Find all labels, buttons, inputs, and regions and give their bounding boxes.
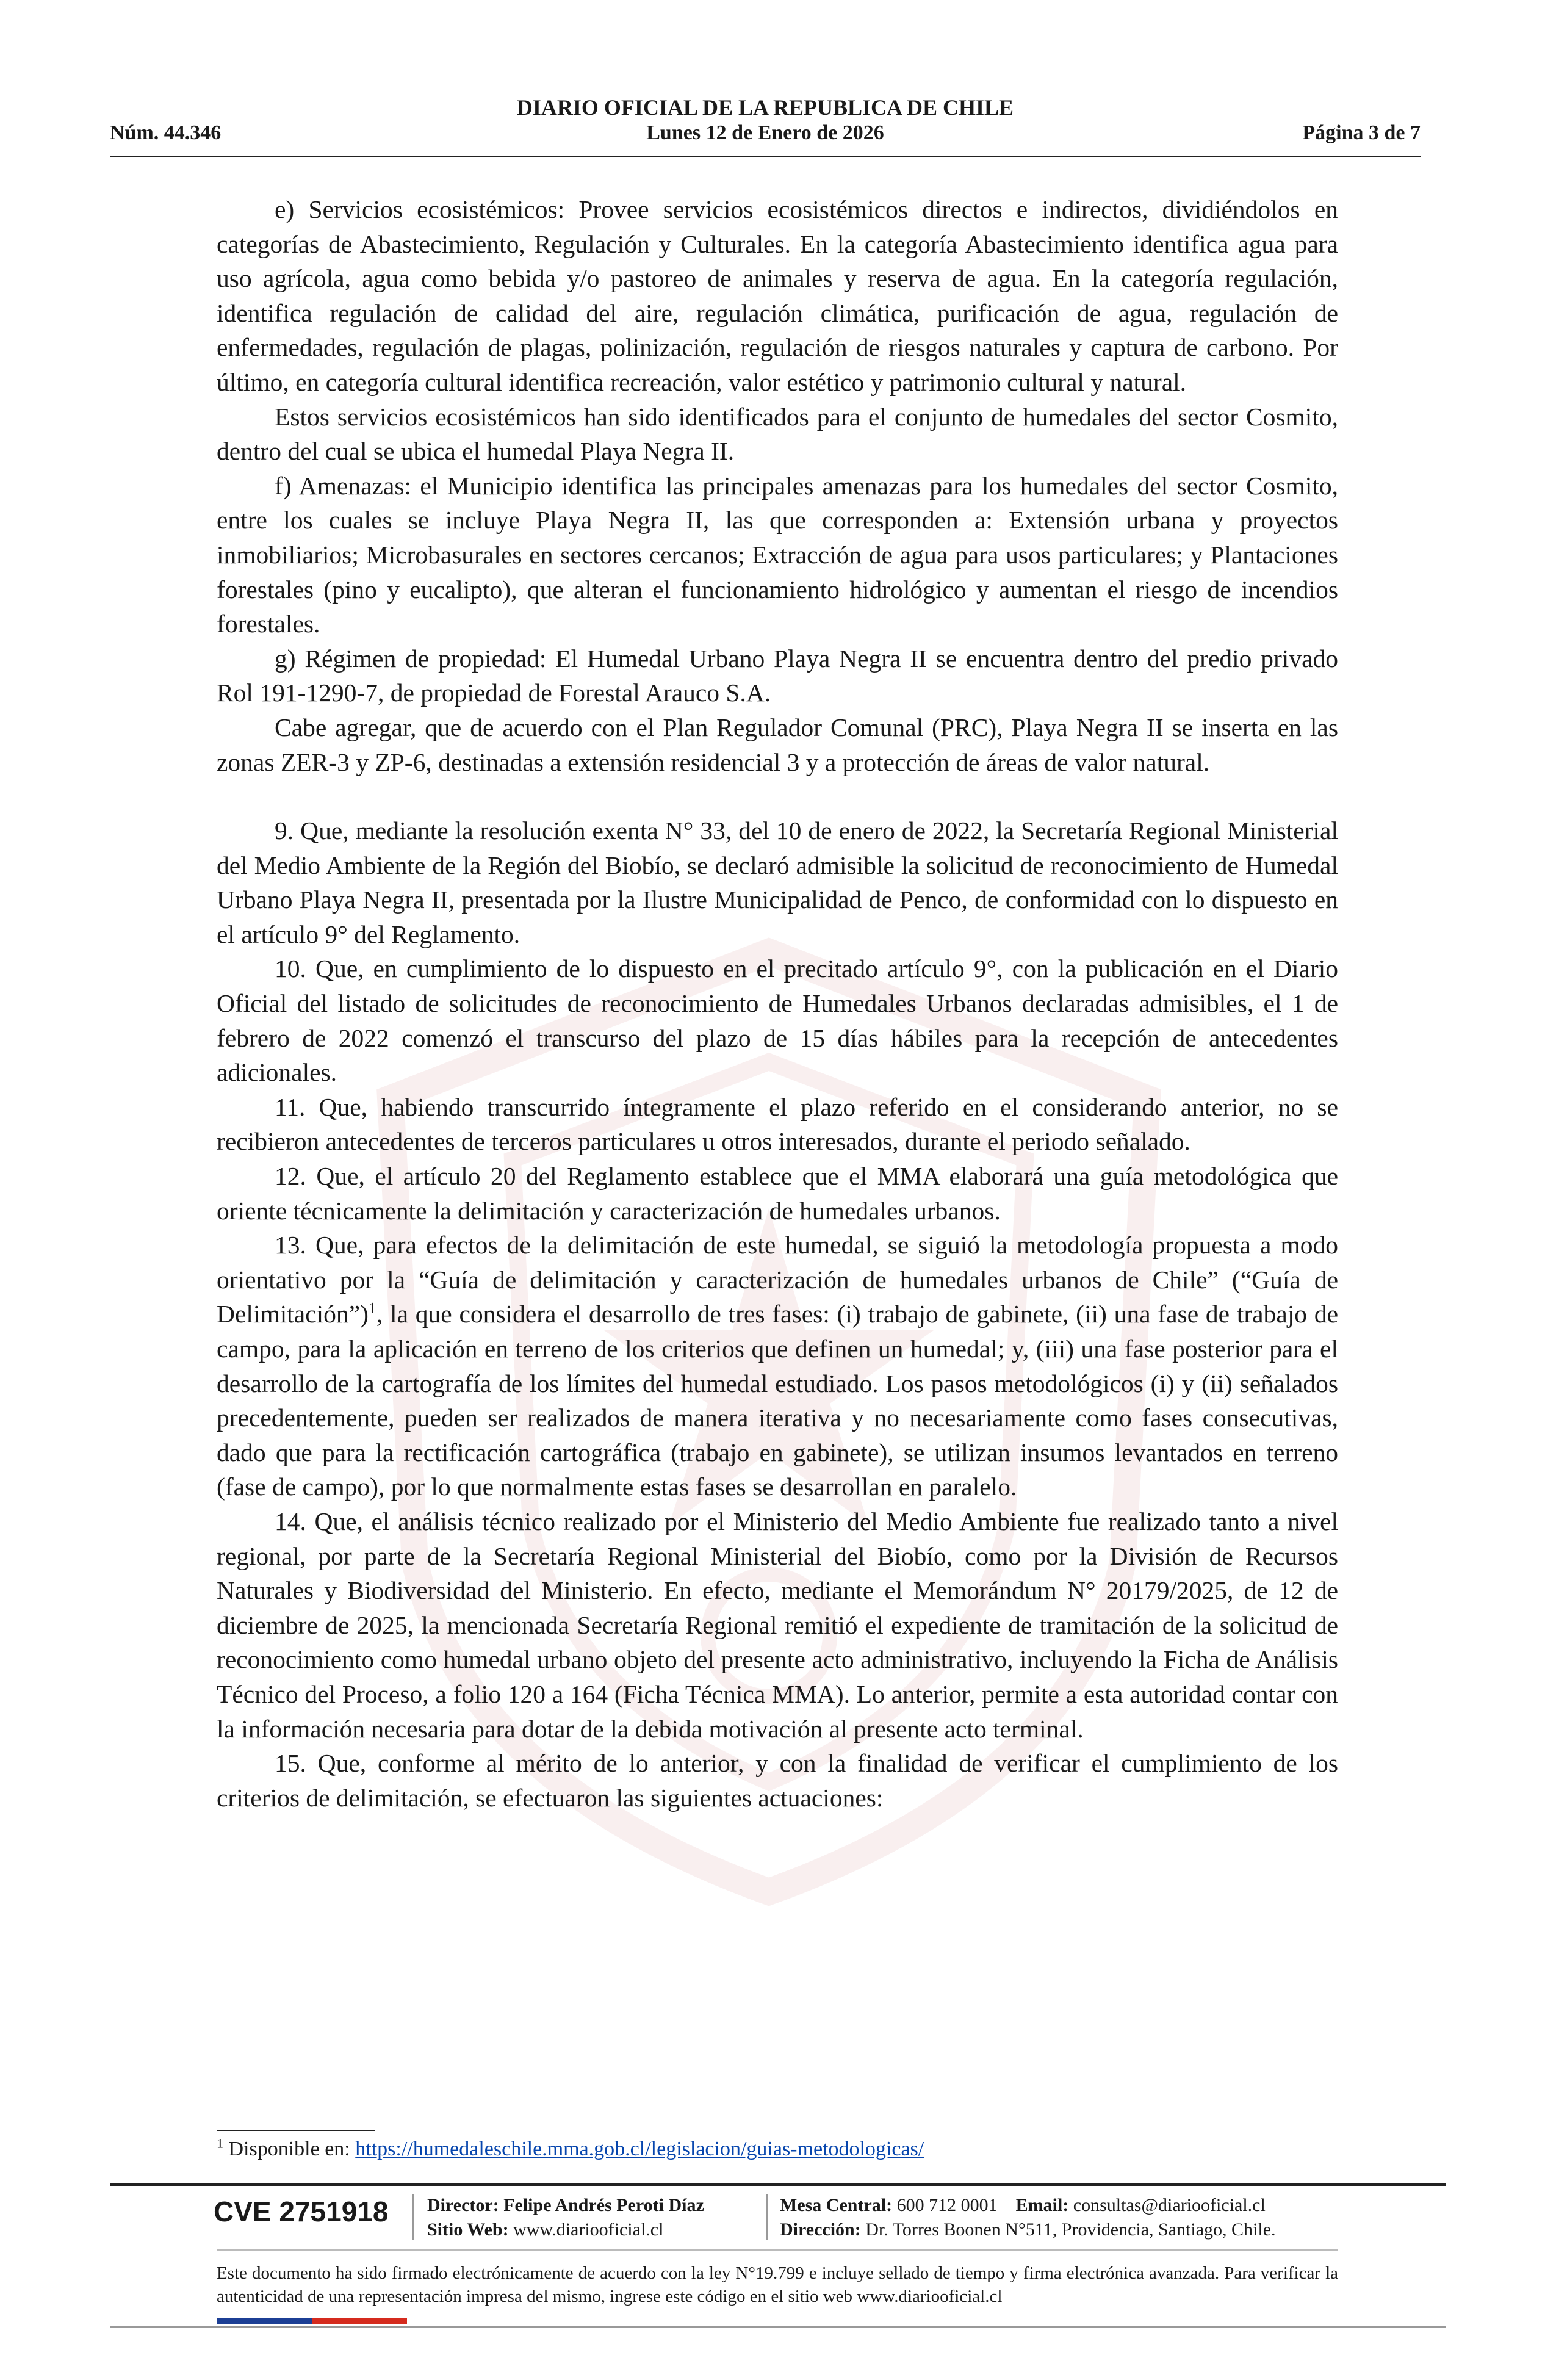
paragraph-13-text-a: 13. Que, para efectos de la delimitación de este humedal, se siguió la metodología propuesta a modo orientativo por la “Guía de delimitación y caracterización de humedales urbanos de Chile” (“Guía de Delimitación”) [217, 1231, 1338, 1329]
director-label: Director: [427, 2195, 499, 2215]
footnote-reference[interactable]: 1 [368, 1299, 376, 1318]
footnote-label: Disponible en: [228, 2138, 350, 2160]
website-label: Sitio Web: [427, 2220, 509, 2240]
footnote-divider [217, 2130, 375, 2131]
flag-blue-segment [217, 2318, 312, 2324]
paragraph-servicios: e) Servicios ecosistémicos: Provee servicios ecosistémicos directos e indirectos, dividiéndolos en categorías de Abastecimiento, Regulación y Culturales. En la categoría Abastecimiento identifica agua para uso agrícola, agua como bebida y/o pastoreo de animales y reserva de agua. En la categoría regulación, identifica regulación de calidad del aire, regulación climática, purificación de agua, regulación de enfermedades, regulación de plagas, polinización, regulación de riesgos naturales y captura de carbono. Por último, en categoría cultural identifica recreación, valor estético y patrimonio cultural y natural. [217, 195, 1338, 396]
issue-number: Núm. 44.346 [110, 121, 222, 144]
paragraph-10: 10. Que, en cumplimiento de lo dispuesto en el precitado artículo 9°, con la publicación en el Diario Oficial del listado de solicitudes de reconocimiento de Humedales Urbanos declaradas admisibles, el 1 de febrero de 2022 comenzó el transcurso del plazo de 15 días hábiles para la recepción de antecedentes adicionales. [217, 954, 1338, 1087]
footnote-link[interactable]: https://humedaleschile.mma.gob.cl/legislacion/guias-metodologicas/ [355, 2138, 924, 2160]
flag-red-segment [312, 2318, 407, 2324]
paragraph-servicios-conjunto: Estos servicios ecosistémicos han sido identificados para el conjunto de humedales del sector Cosmito, dentro del cual se ubica el humedal Playa Negra II. [217, 402, 1338, 466]
address-line [780, 2218, 1276, 2242]
paragraph-15: 15. Que, conforme al mérito de lo anterior, y con la finalidad de verificar el cumplimiento de los criterios de delimitación, se efectuaron las siguientes actuaciones: [217, 1749, 1338, 1812]
contact-line [780, 2193, 1276, 2218]
paragraph-13-text-b: , la que considera el desarrollo de tres fases: (i) trabajo de gabinete, (ii) una fase de trabajo de campo, para la aplicación en terreno de los criterios que definen un humedal; y, (iii) una fase posterior para el desarrollo de la cartografía de los límites del humedal estudiado. Los pasos metodológicos (i) y (ii) señalados precedentemente, pueden ser realizados de manera iterativa y no necesariamente como fases consecutivas, dado que para la rectificación cartográfica (trabajo en gabinete), se utilizan insumos levantados en terreno (fase de campo), por lo que normalmente estas fases se desarrollan en paralelo. [217, 1300, 1338, 1501]
footer-divider [110, 2183, 1446, 2186]
footer-separator [766, 2194, 768, 2240]
paragraph-amenazas: f) Amenazas: el Municipio identifica las principales amenazas para los humedales del sector Cosmito, entre los cuales se incluye Playa Negra II, las que corresponden a: Extensión urbana y proyectos inmobiliarios; Microbasurales en sectores cercanos; Extracción de agua para usos particulares; y Plantaciones forestales (pino y eucalipto), que alteran el funcionamiento hidrológico y aumentan el riesgo de incendios forestales. [217, 471, 1338, 638]
paragraph-9: 9. Que, mediante la resolución exenta N° 33, del 10 de enero de 2022, la Secretaría Regional Ministerial del Medio Ambiente de la Región del Biobío, se declaró admisible la solicitud de reconocimiento de Humedal Urbano Playa Negra II, presentada por la Ilustre Municipalidad de Penco, de conformidad con lo dispuesto en el artículo 9° del Reglamento. [217, 817, 1338, 948]
footer-contact-block [780, 2193, 1276, 2242]
phone-label: Mesa Central: [780, 2195, 893, 2215]
website-value[interactable]: www.diariooficial.cl [513, 2220, 664, 2240]
address-value: Dr. Torres Boonen N°511, Providencia, Santiago, Chile. [865, 2220, 1276, 2240]
bottom-divider [110, 2326, 1446, 2328]
issue-date: Lunes 12 de Enero de 2026 [646, 121, 884, 144]
address-label: Dirección: [780, 2220, 861, 2240]
flag-stripe [217, 2318, 407, 2324]
paragraph-11: 11. Que, habiendo transcurrido íntegramente el plazo referido en el considerando anterior, no se recibieron antecedentes de terceros particulares u otros interesados, durante el periodo señalado. [217, 1092, 1338, 1156]
director-name: Felipe Andrés Peroti Díaz [503, 2195, 704, 2215]
cve-code: CVE 2751918 [214, 2196, 389, 2227]
footer-separator [412, 2194, 414, 2240]
director-line [427, 2193, 704, 2218]
email-label: Email: [1015, 2195, 1069, 2215]
paragraph-regimen: g) Régimen de propiedad: El Humedal Urbano Playa Negra II se encuentra dentro del predio privado Rol 191-1290-7, de propiedad de Forestal Arauco S.A. [217, 644, 1338, 707]
page-header [110, 95, 1421, 157]
page-number: Página 3 de 7 [1302, 121, 1421, 144]
legal-notice: Este documento ha sido firmado electrónicamente de acuerdo con la ley N°19.799 e incluye sellado de tiempo y firma electrónica avanzada. Para verificar la autenticidad de una representación impresa del mismo, ingrese este código en el sitio web www.diariooficial.cl [217, 2263, 1338, 2306]
footnote-mark: 1 [217, 2135, 223, 2151]
paragraph-13 [217, 1228, 1338, 1504]
paragraph-14: 14. Que, el análisis técnico realizado por el Ministerio del Medio Ambiente fue realizado tanto a nivel regional, por parte de la Secretaría Regional Ministerial del Biobío, como por la División de Recursos Naturales y Biodiversidad del Ministerio. En efecto, mediante el Memorándum N° 20179/2025, de 12 de diciembre de 2025, la mencionada Secretaría Regional remitió el expediente de tramitación de la solicitud de reconocimiento como humedal urbano objeto del presente acto administrativo, incluyendo la Ficha de Análisis Técnico del Proceso, a folio 120 a 164 (Ficha Técnica MMA). Lo anterior, permite a esta autoridad contar con la información necesaria para dotar de la debida motivación al presente acto terminal. [217, 1507, 1338, 1743]
website-line [427, 2218, 704, 2242]
email-value[interactable]: consultas@diariooficial.cl [1073, 2195, 1266, 2215]
footnote [217, 2136, 924, 2163]
phone-value: 600 712 0001 [896, 2195, 998, 2215]
paragraph-prc: Cabe agregar, que de acuerdo con el Plan Regulador Comunal (PRC), Playa Negra II se inserta en las zonas ZER-3 y ZP-6, destinadas a extensión residencial 3 y a protección de áreas de valor natural. [217, 713, 1338, 776]
publication-title: DIARIO OFICIAL DE LA REPUBLICA DE CHILE [516, 95, 1014, 120]
footer-inner-divider [217, 2249, 1338, 2251]
document-body [217, 192, 1338, 1815]
paragraph-12: 12. Que, el artículo 20 del Reglamento establece que el MMA elaborará una guía metodológica que oriente técnicamente la delimitación y caracterización de humedales urbanos. [217, 1162, 1338, 1225]
footer-director-block [427, 2193, 704, 2242]
